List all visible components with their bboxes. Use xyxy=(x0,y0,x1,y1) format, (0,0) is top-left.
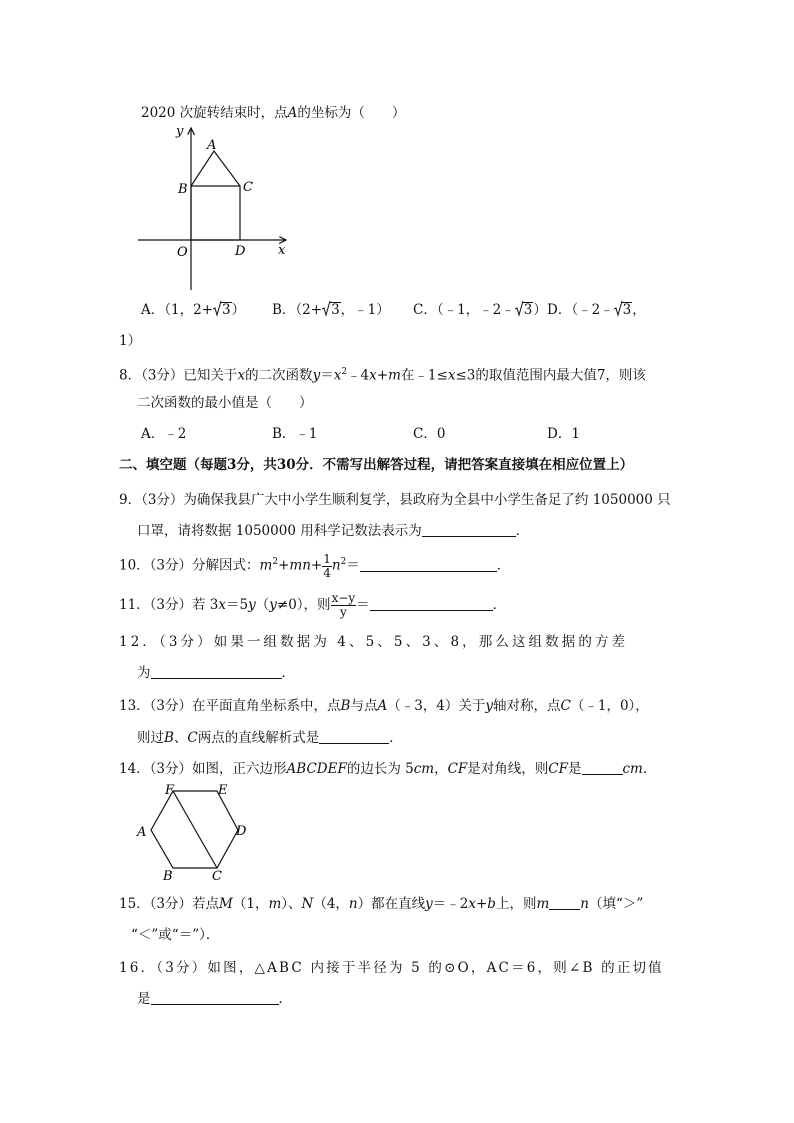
q7-tail-var: A xyxy=(287,105,298,121)
q11-pre: 11．（3分）若 3 xyxy=(119,597,219,613)
hex-label-b: B xyxy=(163,869,173,884)
answer-blank-q16[interactable] xyxy=(151,989,279,1005)
q14-p5: 是 xyxy=(568,761,582,777)
answer-blank-q12[interactable] xyxy=(151,663,282,679)
q15-n: n xyxy=(348,896,358,912)
q13-l2b: 两点的直线解析式是 xyxy=(197,730,320,746)
q12-text: 为 xyxy=(137,665,151,681)
q8-y: y xyxy=(312,367,321,384)
q8-line1 xyxy=(119,362,646,386)
q10-n: n xyxy=(331,557,341,574)
q9-line2 xyxy=(137,521,529,541)
q8-line2: 二次函数的最小值是（ ） xyxy=(137,395,313,411)
q13-p2: 与点 xyxy=(350,698,378,714)
q7-option-c xyxy=(413,300,547,320)
q13-p4: 轴对称，点 xyxy=(493,698,561,714)
q8-x3: x xyxy=(369,367,377,384)
q15-p3: ）、 xyxy=(281,896,302,912)
q8-option-b: B．﹣1 xyxy=(272,426,318,442)
sqrt-d xyxy=(614,300,633,320)
hex-label-c: C xyxy=(212,869,222,884)
hex-label-d: D xyxy=(236,824,247,839)
q15-p5: ）都在直线 xyxy=(357,896,426,912)
q10-fraction xyxy=(322,553,332,580)
q10-plus2: + xyxy=(310,557,323,574)
q7-option-d-wrap: 1） xyxy=(119,333,142,349)
q8-m1: ﹣4 xyxy=(347,367,370,384)
q10-pre: 10．（3分）分解因式： xyxy=(119,557,260,574)
q15-p7: + xyxy=(475,896,488,912)
label-x: x xyxy=(278,243,286,258)
q15-p6: ＝﹣2 xyxy=(432,896,469,912)
q10-sup1: 2 xyxy=(272,557,279,567)
q8-p1: 8．（3分）已知关于 xyxy=(119,367,238,384)
q13-b: B xyxy=(340,698,351,714)
q8-x4: x xyxy=(447,367,456,384)
q11-cond1: （ xyxy=(255,597,270,613)
q13-p1: 13．（3分）在平面直角坐标系中，点 xyxy=(119,698,341,714)
q12-line1: 12．（3分）如果一组数据为 4、5、5、3、8，那么这组数据的方差 xyxy=(119,634,629,650)
hex-label-f: F xyxy=(165,783,175,798)
sqrt-c xyxy=(515,300,534,320)
q15-m-point: M xyxy=(219,896,233,912)
hex-label-e: E xyxy=(218,783,228,798)
q15-n2: n xyxy=(580,896,589,912)
q10-plus1: + xyxy=(278,557,290,574)
label-y: y xyxy=(176,124,184,139)
q14-p3: ， xyxy=(434,761,448,777)
q11-x: x xyxy=(218,597,227,613)
q11-fraction xyxy=(331,592,357,619)
answer-blank-q13[interactable] xyxy=(319,728,389,744)
q11-end: ． xyxy=(492,597,507,613)
q10-end: ． xyxy=(496,557,511,574)
q14-p4: 是对角线，则 xyxy=(467,761,549,777)
q8-m: m xyxy=(388,367,401,384)
q14-hex: ABCDEF xyxy=(286,761,347,777)
q11-eq: ＝ xyxy=(356,597,370,613)
q16-end: ． xyxy=(278,991,292,1007)
answer-blank-q14[interactable] xyxy=(582,759,623,775)
opt-a-post: ） xyxy=(231,302,246,318)
q11-cond2: ≠0），则 xyxy=(276,597,331,613)
q15-line1 xyxy=(119,894,643,914)
q11-line xyxy=(119,592,506,619)
q13-c: C xyxy=(560,698,571,714)
opt-d-post: ， xyxy=(632,302,646,318)
sqrt-b xyxy=(322,300,341,320)
section-2-heading: 二、填空题（每题3分，共30分．不需写出解答过程，请把答案直接填在相应位置上） xyxy=(119,457,634,473)
opt-c-post: ） xyxy=(533,302,547,318)
opt-c-pre: C．（﹣1，﹣2﹣ xyxy=(413,302,515,318)
hex-label-a: A xyxy=(137,825,147,840)
opt-b-pre: B．（2+ xyxy=(272,302,323,318)
q9-line1: 9．（3分）为确保我县广大中小学生顺利复学，县政府为全县中小学生备足了约 1050000 只 xyxy=(119,492,671,508)
q8-plus: + xyxy=(376,367,389,384)
q13-p3: （﹣3，4）关于 xyxy=(387,698,486,714)
q15-y: y xyxy=(425,896,433,912)
q14-p1: 14．（3分）如图，正六边形 xyxy=(119,761,287,777)
q7-figure xyxy=(130,118,300,298)
hexagon-figure xyxy=(134,780,254,884)
q10-m: m xyxy=(259,557,273,574)
q13-p5: （﹣1，0）， xyxy=(570,698,649,714)
q8-x: x xyxy=(237,367,246,384)
q10-line xyxy=(119,552,510,580)
q13-end: ． xyxy=(389,730,403,746)
opt-b-post: ，﹣1） xyxy=(340,302,390,318)
q15-p4: （4， xyxy=(313,896,349,912)
answer-blank-q15[interactable] xyxy=(549,894,580,910)
q11-y2: y xyxy=(269,597,277,613)
q10-mn: mn xyxy=(289,557,311,574)
q8-sup: 2 xyxy=(341,367,348,377)
q15-x: x xyxy=(468,896,476,912)
opt-a-pre: A．（1，2+ xyxy=(141,302,213,318)
label-o: O xyxy=(177,245,188,260)
q15-p1: 15．（3分）若点 xyxy=(119,896,220,912)
q7-option-b xyxy=(272,300,390,320)
q13-y: y xyxy=(485,698,494,714)
q13-l2a: 则过 xyxy=(137,730,164,746)
q15-n-point: N xyxy=(301,896,314,912)
q13-b2: B xyxy=(164,730,174,746)
label-d: D xyxy=(235,244,246,259)
q8-p2: 的二次函数 xyxy=(245,367,313,384)
q12-line2 xyxy=(137,663,295,683)
label-c: C xyxy=(243,180,253,195)
q15-p9: （填“＞” xyxy=(588,896,644,912)
opt-d-pre: D．（﹣2﹣ xyxy=(547,302,614,318)
q13-a: A xyxy=(377,698,388,714)
q7-option-d xyxy=(547,300,646,320)
sqrt-a xyxy=(213,300,232,320)
q7-option-a xyxy=(141,300,245,320)
q16-text: 是 xyxy=(137,991,151,1007)
answer-blank-q11[interactable] xyxy=(370,595,493,611)
q11-num: x−y xyxy=(331,591,356,605)
q11-den: y xyxy=(339,605,347,619)
q7-tail-text: 2020 次旋转结束时，点 xyxy=(141,105,288,121)
q14-cf2: CF xyxy=(548,761,568,777)
q11-y: y xyxy=(248,597,256,613)
square-bcdo xyxy=(191,186,240,240)
q13-line1 xyxy=(119,696,649,716)
q15-p2: （1， xyxy=(232,896,269,912)
q10-den: 4 xyxy=(323,565,331,580)
q14-cm2: cm xyxy=(622,761,643,777)
q14-line xyxy=(119,759,656,779)
q8-p3: 在﹣1≤ xyxy=(400,367,448,384)
q16-line1: 16．（3分）如图，△ABC 内接于半径为 5 的⊙O，AC＝6，则∠B 的正切值 xyxy=(119,960,664,976)
q16-line2 xyxy=(137,989,292,1009)
q15-m2: m xyxy=(536,896,550,912)
label-b: B xyxy=(178,182,188,197)
q11-mid: ＝5 xyxy=(226,597,249,613)
q14-end: ． xyxy=(642,761,657,777)
q15-line2: “＜”或“＝”）． xyxy=(131,927,220,943)
sqrt-a-radicand: 3 xyxy=(222,302,231,318)
q10-eq: ＝ xyxy=(346,557,360,574)
q14-cm: cm xyxy=(413,761,435,777)
q12-end: ． xyxy=(281,665,295,681)
q15-b: b xyxy=(487,896,496,912)
q15-m: m xyxy=(268,896,282,912)
answer-blank-q9[interactable] xyxy=(422,521,516,537)
label-a: A xyxy=(207,138,217,153)
triangle-abc xyxy=(191,151,240,186)
q14-p2: 的边长为 5 xyxy=(346,761,414,777)
q8-option-d: D．1 xyxy=(547,426,580,442)
q9-end: ． xyxy=(515,523,530,539)
diagonal-cf xyxy=(173,791,217,868)
sqrt-d-radicand: 3 xyxy=(622,302,632,318)
q8-option-a: A．﹣2 xyxy=(141,426,187,442)
q7-tail-end: 的坐标为（ ） xyxy=(297,105,406,121)
q13-c2: C xyxy=(187,730,198,746)
q14-cf: CF xyxy=(447,761,468,777)
q10-num: 1 xyxy=(323,551,331,566)
q9-text: 口罩，请将数据 1050000 用科学记数法表示为 xyxy=(137,523,422,539)
q13-line2 xyxy=(137,728,403,748)
q8-x2: x xyxy=(333,367,342,384)
q15-p8: 上，则 xyxy=(495,896,537,912)
answer-blank-q10[interactable] xyxy=(360,556,497,572)
q8-eq: ＝ xyxy=(320,367,334,384)
q8-p4: ≤3的取值范围内最大值7，则该 xyxy=(455,367,646,384)
sqrt-c-radicand: 3 xyxy=(523,302,533,318)
sqrt-b-radicand: 3 xyxy=(331,302,340,318)
q8-option-c: C．0 xyxy=(413,426,446,442)
q13-sep: 、 xyxy=(173,730,188,746)
q10-sup2: 2 xyxy=(340,557,347,567)
